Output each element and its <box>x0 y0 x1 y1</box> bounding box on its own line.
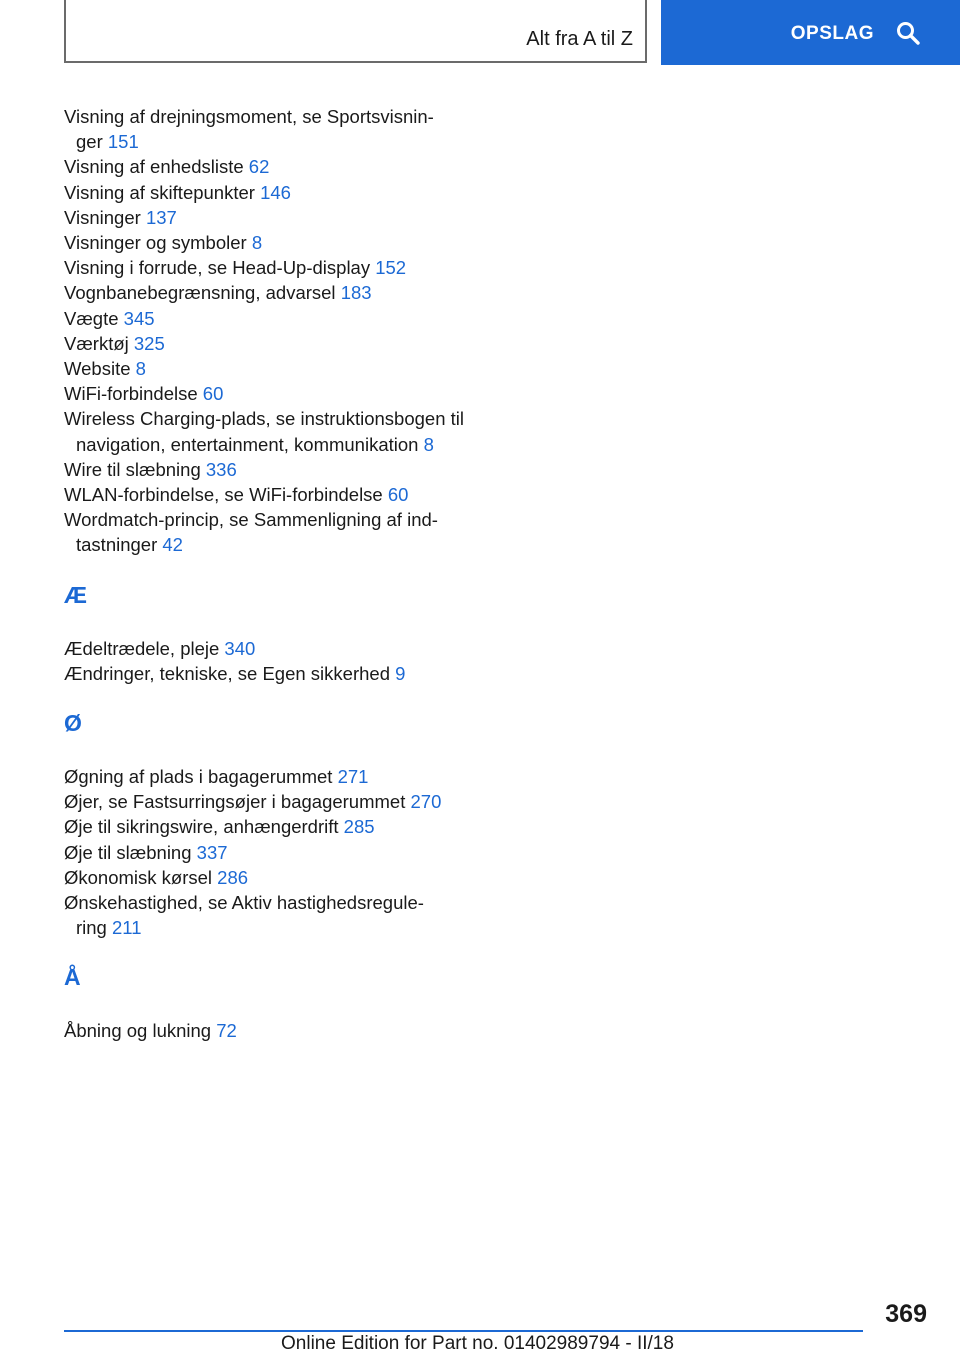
index-entry-text: Visning af skiftepunkter <box>64 181 255 203</box>
entries-list-ae <box>64 636 504 686</box>
index-entry-text: WiFi-forbindelse <box>64 383 198 405</box>
footer-edition-text: Online Edition for Part no. 01402989794 - II/18 <box>281 1333 674 1354</box>
index-entry-text: Visninger og symboler <box>64 232 247 254</box>
index-entry <box>64 457 504 482</box>
index-entry <box>64 104 504 154</box>
header-section-box <box>64 0 647 63</box>
index-entry-text: Wordmatch-princip, se Sammenligning af ind- <box>64 509 438 531</box>
search-icon[interactable] <box>896 21 920 45</box>
page-reference-link[interactable]: 62 <box>248 156 270 178</box>
entries-list-oe <box>64 764 504 940</box>
index-entry <box>64 230 504 255</box>
page-reference-link[interactable]: 8 <box>423 433 434 455</box>
index-entry-text: ger <box>76 131 103 153</box>
page-reference-link[interactable]: 8 <box>251 232 263 254</box>
section-letter-oe: Ø <box>64 710 82 737</box>
index-entry-text: navigation, entertainment, kommunikation <box>76 433 419 455</box>
page-reference-link[interactable]: 285 <box>343 816 375 838</box>
index-entry <box>64 482 504 507</box>
index-content <box>64 104 504 1044</box>
index-entry-text: Wire til slæbning <box>64 458 201 480</box>
page-reference-link[interactable]: 72 <box>216 1020 237 1042</box>
page-reference-link[interactable]: 286 <box>217 866 249 888</box>
entries-list-v <box>64 104 504 558</box>
page-reference-link[interactable]: 137 <box>145 206 177 228</box>
index-entry <box>64 764 504 789</box>
index-entry-text: Visning af enhedsliste <box>64 156 244 178</box>
section-letter-aa: Å <box>64 964 81 991</box>
index-entry-text: Wireless Charging-plads, se instruktionsbogen til <box>64 408 464 430</box>
page-reference-link[interactable]: 152 <box>375 257 407 279</box>
index-entry-text: Øjer, se Fastsurringsøjer i bagagerummet <box>64 791 406 813</box>
index-entry-text: Vægte <box>64 307 119 329</box>
index-entry <box>64 865 504 890</box>
index-entry <box>64 205 504 230</box>
page-reference-link[interactable]: 60 <box>202 383 224 405</box>
page-reference-link[interactable]: 336 <box>205 458 237 480</box>
page-reference-link[interactable]: 60 <box>387 484 409 506</box>
page-reference-link[interactable]: 325 <box>133 332 165 354</box>
index-entry <box>64 507 504 557</box>
page-reference-link[interactable]: 9 <box>395 662 406 684</box>
index-entry <box>64 814 504 839</box>
index-entry <box>64 789 504 814</box>
lookup-tab[interactable] <box>661 0 960 65</box>
index-entry-text: Økonomisk kørsel <box>64 866 213 888</box>
index-entry-text: Ændringer, tekniske, se Egen sikkerhed <box>64 662 390 684</box>
index-entry-text: WLAN-forbindelse, se WiFi-forbindelse <box>64 484 383 506</box>
page-reference-link[interactable]: 8 <box>135 358 146 380</box>
page-reference-link[interactable]: 183 <box>340 282 372 304</box>
index-entry-text: Vognbanebegrænsning, advarsel <box>64 282 336 304</box>
index-entry <box>64 406 504 456</box>
index-entry-text: Åbning og lukning <box>64 1020 212 1042</box>
page-reference-link[interactable]: 211 <box>112 917 142 939</box>
index-entry <box>64 356 504 381</box>
index-entry <box>64 840 504 865</box>
index-entry-text: Ønskehastighed, se Aktiv hastighedsregule- <box>64 892 424 914</box>
page-reference-link[interactable]: 340 <box>224 637 256 659</box>
index-entry <box>64 661 504 686</box>
index-entry-text: Værktøj <box>64 332 129 354</box>
index-entry <box>64 636 504 661</box>
page-reference-link[interactable]: 337 <box>196 841 228 863</box>
entries-list-aa <box>64 1018 504 1043</box>
index-entry-text: Visninger <box>64 206 141 228</box>
index-entry <box>64 890 504 940</box>
index-entry <box>64 381 504 406</box>
page-reference-link[interactable]: 271 <box>337 766 369 788</box>
index-entry <box>64 154 504 179</box>
index-entry <box>64 306 504 331</box>
index-entry <box>64 280 504 305</box>
section-title: Alt fra A til Z <box>526 28 633 50</box>
index-entry <box>64 255 504 280</box>
index-entry-text: Website <box>64 358 131 380</box>
page-reference-link[interactable]: 146 <box>260 181 291 203</box>
index-entry-text: Visning i forrude, se Head-Up-display <box>64 257 371 279</box>
page-reference-link[interactable]: 270 <box>410 791 442 813</box>
index-entry-text: Øgning af plads i bagagerummet <box>64 766 333 788</box>
index-entry <box>64 1018 504 1043</box>
index-entry-text: Øje til slæbning <box>64 841 192 863</box>
index-entry-text: Visning af drejningsmoment, se Sportsvisnin- <box>64 106 434 127</box>
index-entry-text: Øje til sikringswire, anhængerdrift <box>64 816 339 838</box>
section-letter-ae: Æ <box>64 581 87 608</box>
page-reference-link[interactable]: 345 <box>123 307 155 329</box>
index-entry <box>64 331 504 356</box>
page-reference-link[interactable]: 42 <box>162 534 183 556</box>
lookup-tab-label: OPSLAG <box>790 22 874 44</box>
page-number: 369 <box>885 1300 927 1328</box>
index-entry-text: ring <box>76 917 107 939</box>
index-entry <box>64 180 504 205</box>
page-reference-link[interactable]: 151 <box>107 131 139 153</box>
index-entry-text: tastninger <box>76 534 158 556</box>
index-entry-text: Ædeltrædele, pleje <box>64 637 220 659</box>
footer-divider <box>64 1330 863 1332</box>
